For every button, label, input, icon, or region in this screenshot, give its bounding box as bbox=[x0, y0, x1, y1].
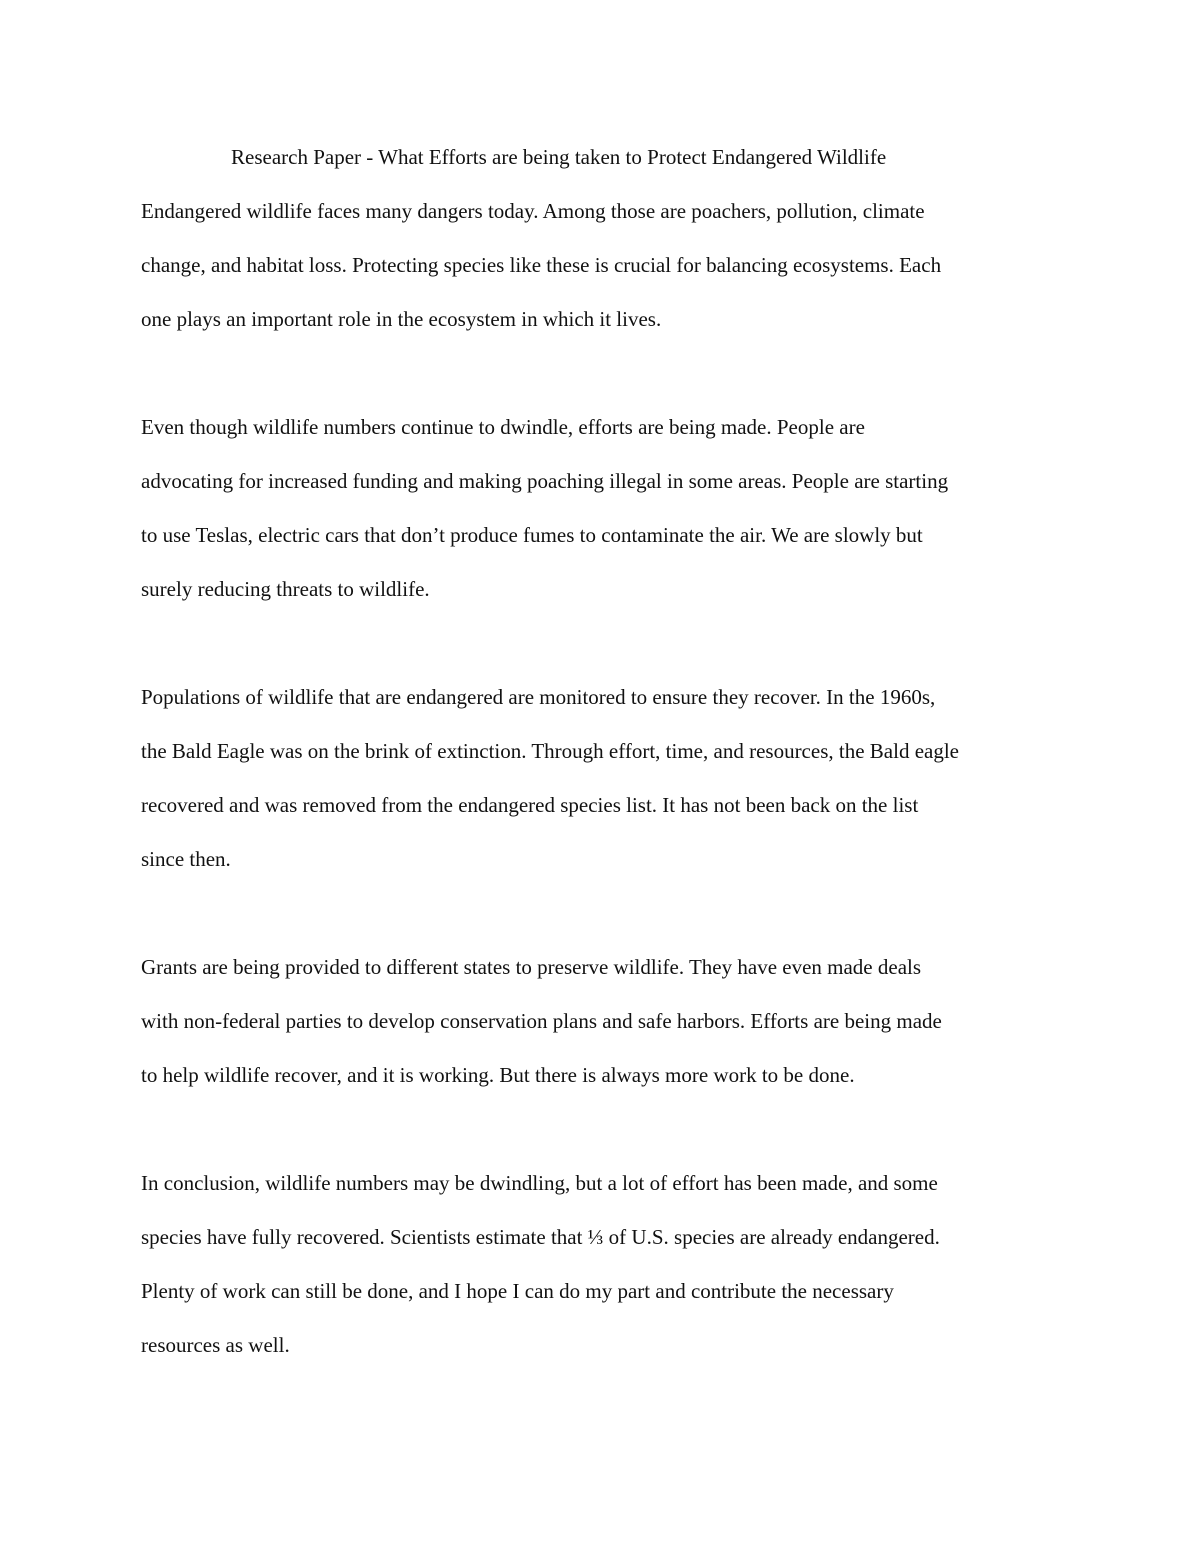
paragraph-line: one plays an important role in the ecosystem in which it lives. bbox=[141, 307, 662, 331]
paragraph-line: recovered and was removed from the endangered species list. It has not been back on the list bbox=[141, 793, 919, 817]
paragraph-line: with non-federal parties to develop conservation plans and safe harbors. Efforts are being made bbox=[141, 1009, 942, 1033]
paragraph-line: surely reducing threats to wildlife. bbox=[141, 577, 430, 601]
paragraph-line: change, and habitat loss. Protecting species like these is crucial for balancing ecosystems. Each bbox=[141, 253, 942, 277]
paragraph-4 bbox=[141, 940, 1066, 1102]
paragraph-2 bbox=[141, 400, 1066, 616]
paragraph-line: species have fully recovered. Scientists estimate that ⅓ of U.S. species are already endangered. bbox=[141, 1225, 940, 1249]
paragraph-line: Endangered wildlife faces many dangers today. Among those are poachers, pollution, climate bbox=[141, 199, 925, 223]
paragraph-line: In conclusion, wildlife numbers may be dwindling, but a lot of effort has been made, and some bbox=[141, 1171, 938, 1195]
paragraph-line: Grants are being provided to different states to preserve wildlife. They have even made deals bbox=[141, 955, 922, 979]
paragraph-line: advocating for increased funding and making poaching illegal in some areas. People are starting bbox=[141, 469, 949, 493]
document-body bbox=[141, 130, 1066, 1372]
paragraph-5 bbox=[141, 1156, 1066, 1372]
paragraph-line: Populations of wildlife that are endangered are monitored to ensure they recover. In the 1960s, bbox=[141, 685, 936, 709]
paragraph-line: resources as well. bbox=[141, 1333, 290, 1357]
paragraph-1 bbox=[141, 184, 1066, 346]
paragraph-line: to help wildlife recover, and it is working. But there is always more work to be done. bbox=[141, 1063, 855, 1087]
paragraph-line: Even though wildlife numbers continue to dwindle, efforts are being made. People are bbox=[141, 415, 865, 439]
document-title: Research Paper - What Efforts are being taken to Protect Endangered Wildlife bbox=[231, 145, 887, 169]
paragraph-3 bbox=[141, 670, 1066, 886]
paragraph-line: the Bald Eagle was on the brink of extinction. Through effort, time, and resources, the Bald eagle bbox=[141, 739, 959, 763]
paragraph-line: Plenty of work can still be done, and I hope I can do my part and contribute the necessary bbox=[141, 1279, 894, 1303]
paragraph-line: since then. bbox=[141, 847, 231, 871]
paragraph-line: to use Teslas, electric cars that don’t produce fumes to contaminate the air. We are slowly but bbox=[141, 523, 923, 547]
